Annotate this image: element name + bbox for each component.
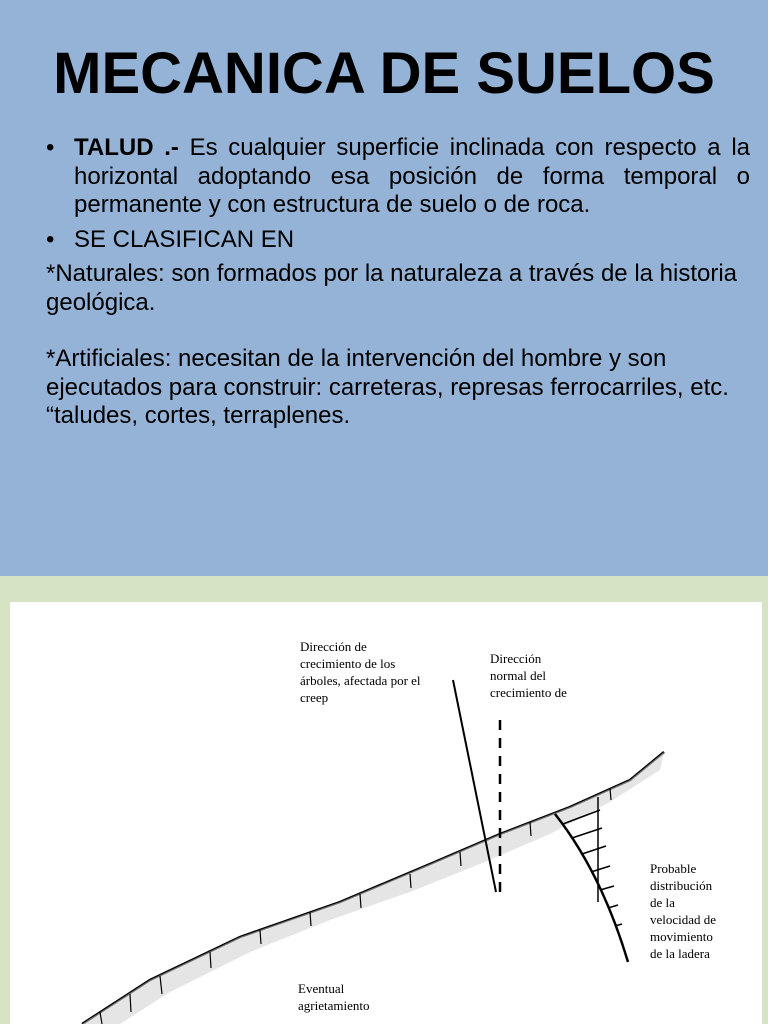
talud-definition: Es cualquier superficie inclinada con respecto a la horizontal adoptando esa posición de forma temporal o permanente y con estructura de suelo o de roca. [74, 134, 750, 218]
label-tree-creep: Dirección de crecimiento de los árboles, afectada por el creep [300, 639, 421, 705]
slope-creep-diagram [10, 602, 762, 1024]
naturales-paragraph: *Naturales: son formados por la naturaleza a través de la historia geológica. [46, 260, 738, 316]
bullet-dot-icon: • [46, 225, 55, 253]
bullet-clasifican [46, 226, 750, 255]
label-cracking: Eventual agrietamiento [298, 981, 370, 1013]
label-velocity-distribution: Probable distribución de la velocidad de movimiento de la ladera [650, 861, 717, 961]
artificiales-paragraph: *Artificiales: necesitan de la intervención del hombre y son ejecutados para construir: carreteras, represas ferrocarriles, etc. “taludes, cortes, terraplenes. [46, 345, 729, 429]
slide-title: MECANICA DE SUELOS [53, 41, 715, 106]
velocity-arrows [563, 810, 622, 926]
talud-term: TALUD .- [74, 134, 179, 161]
bullet-dot-icon: • [46, 134, 55, 161]
label-normal-growth: Dirección normal del crecimiento de [490, 651, 567, 700]
clasifican-text: SE CLASIFICAN EN [74, 225, 295, 253]
velocity-distribution-curve [555, 814, 628, 962]
bullet-talud [46, 134, 750, 220]
slide-body [46, 134, 750, 431]
